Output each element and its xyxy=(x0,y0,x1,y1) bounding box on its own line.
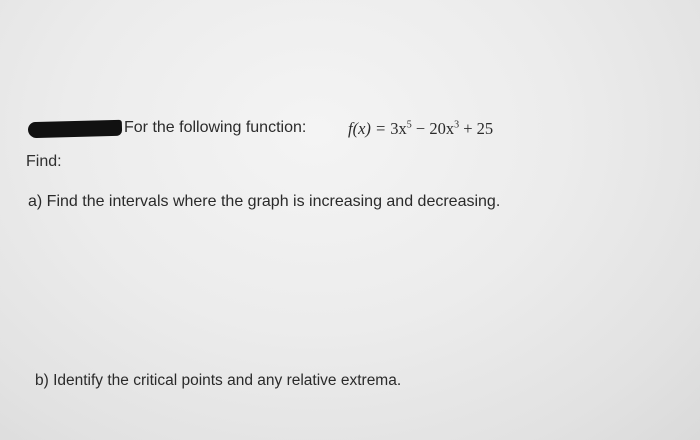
function-formula xyxy=(348,119,493,139)
formula-lhs: f(x) = xyxy=(348,119,391,138)
question-a: a) Find the intervals where the graph is increasing and decreasing. xyxy=(28,193,501,210)
formula-constant: + 25 xyxy=(459,119,494,138)
formula-term1-exponent: 5 xyxy=(406,119,412,131)
function-prompt: For the following function: xyxy=(124,119,307,136)
find-label: Find: xyxy=(26,153,62,170)
question-b: b) Identify the critical points and any relative extrema. xyxy=(35,372,402,389)
formula-term1: 3x xyxy=(390,119,407,138)
redacted-name-mark xyxy=(28,120,122,138)
formula-term2: − 20x xyxy=(411,119,455,138)
formula-term2-exponent: 3 xyxy=(454,119,460,131)
